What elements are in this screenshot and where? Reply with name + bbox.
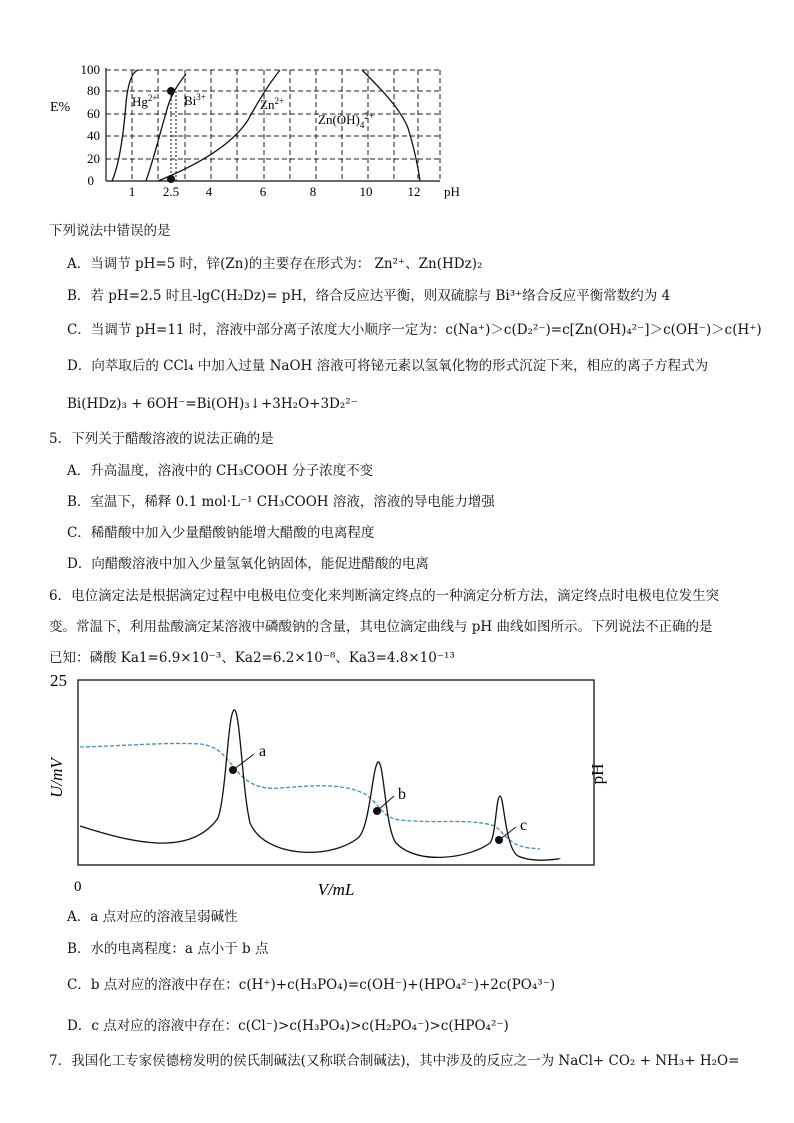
x-tick: 12 [407,184,421,199]
hg-label: $Hg^{2+}$ [132,93,158,109]
x-tick: 6 [259,184,267,199]
right-axis-label: pH [588,763,607,785]
q6-known: 已知：磷酸 Ka1=6.9×10⁻³、Ka2=6.2×10⁻⁸、Ka3=4.8×10⁻¹³ [49,650,455,666]
y-tick: 100 [80,62,100,77]
q4-option-b: B．若 pH=2.5 时且-lgC(H₂Dz)= pH，络合反应达平衡，则双硫腙与 Bi³⁺络合反应平衡常数约为 4 [67,288,671,304]
q6-stem-line2: 变。常温下，利用盐酸滴定某溶液中磷酸钠的含量，其电位滴定曲线与 pH 曲线如图所示。下列说法不正确的是 [49,619,713,635]
point-b-label: b [398,786,406,803]
y-tick: 0 [87,173,94,188]
q6-option-d: D．c 点对应的溶液中存在：c(Cl⁻)>c(H₃PO₄)>c(H₂PO₄⁻)>c(HPO₄²⁻) [67,1018,509,1034]
y-axis-label: U/mV [47,758,66,798]
q4-option-a: A．当调节 pH=5 时，锌(Zn)的主要存在形式为： Zn²⁺、Zn(HDz)₂ [67,256,483,272]
x-tick: 1 [128,184,136,199]
bi-curve [146,74,186,181]
q7-stem: 7．我国化工专家侯德榜发明的侯氏制碱法(又称联合制碱法)，其中涉及的反应之一为 NaCl+ CO₂ + NH₃+ H₂O= [49,1053,740,1069]
q4-stem: 下列说法中错误的是 [49,223,171,239]
x-axis-label: V/mL [317,880,355,899]
q4-option-d-equation: Bi(HDz)₃ + 6OH⁻=Bi(OH)₃↓+3H₂O+3D₂²⁻ [67,396,358,412]
extraction-chart [40,58,480,203]
plot-frame [78,680,594,865]
y-axis-label: E% [50,100,71,115]
q6-option-b: B．水的电离程度：a 点小于 b 点 [67,941,269,957]
q5-option-d: D．向醋酸溶液中加入少量氢氧化钠固体，能促进醋酸的电离 [67,556,429,572]
hg-curve [112,70,138,181]
origin-label: 0 [74,879,82,895]
y-tick: 40 [87,128,100,143]
q5-option-b: B．室温下，稀释 0.1 mol·L⁻¹ CH₃COOH 溶液，溶液的导电能力增强 [67,494,495,510]
q6-stem-line1: 6．电位滴定法是根据滴定过程中电极电位变化来判断滴定终点的一种滴定分析方法，滴定终点时电极电位发生突 [49,588,720,604]
titration-chart [40,668,620,900]
q6-option-c: C．b 点对应的溶液中存在：c(H⁺)+c(H₃PO₄)=c(OH⁻)+(HPO₄²⁻)+2c(PO₄³⁻) [67,977,556,993]
x-tick: 4 [205,184,213,199]
y-tick: 80 [87,83,100,98]
y-top-tick: 25 [50,671,67,690]
q4-option-c: C．当调节 pH=11 时，溶液中部分离子浓度大小顺序一定为：c(Na⁺)＞c(D₂²⁻)=c[Zn(OH)₄²⁻]＞c(OH⁻)＞c(H⁺) [67,322,762,338]
q4-option-d: D．向萃取后的 CCl₄ 中加入过量 NaOH 溶液可将铋元素以氢氧化物的形式沉淀下来，相应的离子方程式为 [67,358,709,374]
point-c-label: c [520,817,528,834]
q6-option-a: A．a 点对应的溶液呈弱碱性 [67,909,238,925]
znoh-curve [362,70,420,181]
zn-label: $Zn^{2+}$ [260,96,285,112]
bi-label: $Bi^{3+}$ [184,92,206,108]
znoh-label: $Zn(OH)_4^{2+}$ [318,111,374,130]
point-a-pointer [233,754,254,770]
x-tick: 10 [359,184,373,199]
q5-stem: 5．下列关于醋酸溶液的说法正确的是 [49,431,274,447]
x-tick: 8 [309,184,317,199]
point-a-label: a [259,743,267,760]
x-axis-label: pH [444,184,460,199]
ph-curve [80,743,540,849]
bi-marker [167,87,175,95]
x-tick: 2.5 [162,184,180,199]
y-tick: 20 [87,151,100,166]
q5-option-a: A．升高温度，溶液中的 CH₃COOH 分子浓度不变 [67,463,374,479]
y-tick: 60 [87,106,100,121]
q5-option-c: C．稀醋酸中加入少量醋酸钠能增大醋酸的电离程度 [67,525,375,541]
ph-marker [167,175,175,183]
